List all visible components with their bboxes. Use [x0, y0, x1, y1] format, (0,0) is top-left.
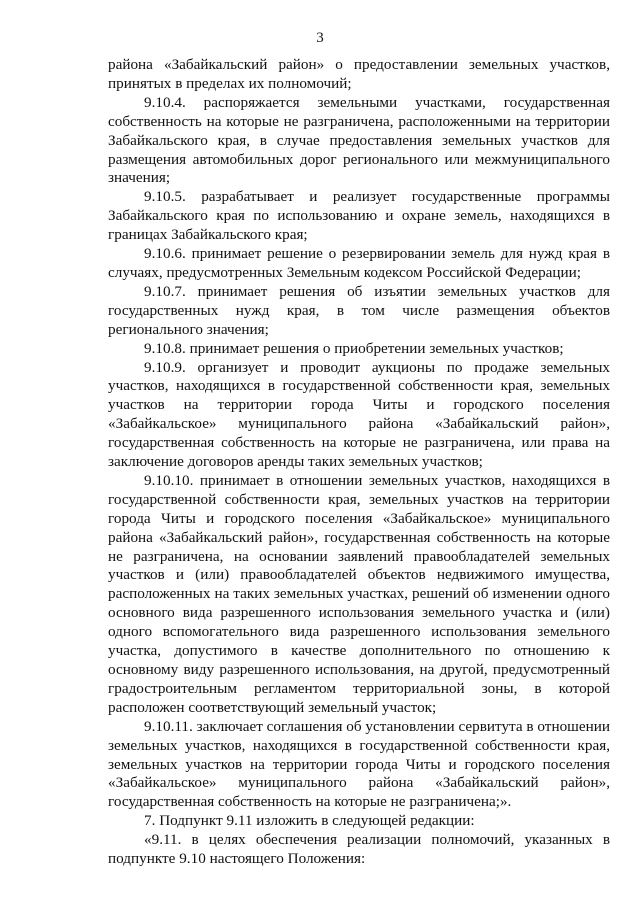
paragraph-9-10-9: 9.10.9. организует и проводит аукционы по продаже земельных участков, находящихся в государственной собственности края, земельных участков на территории города Читы и городского поселения «Забайкальское» муниципального района «Забайкальский район», государственная собственность на которые не разграничена, или права на заключение договоров аренды таких земельных участков;	[108, 358, 610, 471]
paragraph-item-7: 7. Подпункт 9.11 изложить в следующей редакции:	[144, 812, 475, 830]
paragraph-continuation: района «Забайкальский район» о предоставлении земельных участков, принятых в пределах их полномочий;	[108, 56, 610, 92]
paragraph-9-10-10: 9.10.10. принимает в отношении земельных участков, находящихся в государственной собственности края, земельных участков на территории города Читы и городского поселения «Забайкальское» муниципального района «Забайкальский район», государственная собственность на которые не разграничена, на основании заявлений правообладателей земельных участков и (или) правообладателей объектов недвижимого имущества, расположенных на таких земельных участках, решений об изменении одного основного вида разрешенного использования земельного участка и (или) одного вспомогательного вида разрешенного использования земельного участка, допустимого в качестве дополнительного по отношению к основному виду разрешенного использования, на другой, предусмотренный градостроительным регламентом территориальной зоны, в которой расположен соответствующий земельный участок;	[108, 471, 610, 716]
paragraph-9-10-6: 9.10.6. принимает решение о резервировании земель для нужд края в случаях, предусмотренных Земельным кодексом Российской Федерации;	[108, 245, 610, 281]
paragraph-9-10-7: 9.10.7. принимает решения об изъятии земельных участков для государственных нужд края, в том числе размещения объектов регионального значения;	[108, 282, 610, 338]
paragraph-9-10-8: 9.10.8. принимает решения о приобретении земельных участков;	[144, 339, 564, 357]
document-body	[108, 56, 610, 869]
page-number: 3	[316, 30, 324, 46]
paragraph-9-10-4: 9.10.4. распоряжается земельными участками, государственная собственность на которые не разграничена, расположенными на территории Забайкальского края, в случае предоставления земельных участков для размещения автомобильных дорог регионального или межмуниципального значения;	[108, 93, 610, 187]
paragraph-9-11: «9.11. в целях обеспечения реализации полномочий, указанных в подпункте 9.10 настоящего Положения:	[108, 831, 610, 868]
paragraph-9-10-11: 9.10.11. заключает соглашения об установлении сервитута в отношении земельных участков, находящихся в государственной собственности края, земельных участков на территории города Читы и городского поселения «Забайкальское» муниципального района «Забайкальский район», государственная собственность на которые не разграничена;».	[108, 717, 610, 811]
paragraph-9-10-5: 9.10.5. разрабатывает и реализует государственные программы Забайкальского края по использованию и охране земель, находящихся в границах Забайкальского края;	[108, 188, 610, 244]
